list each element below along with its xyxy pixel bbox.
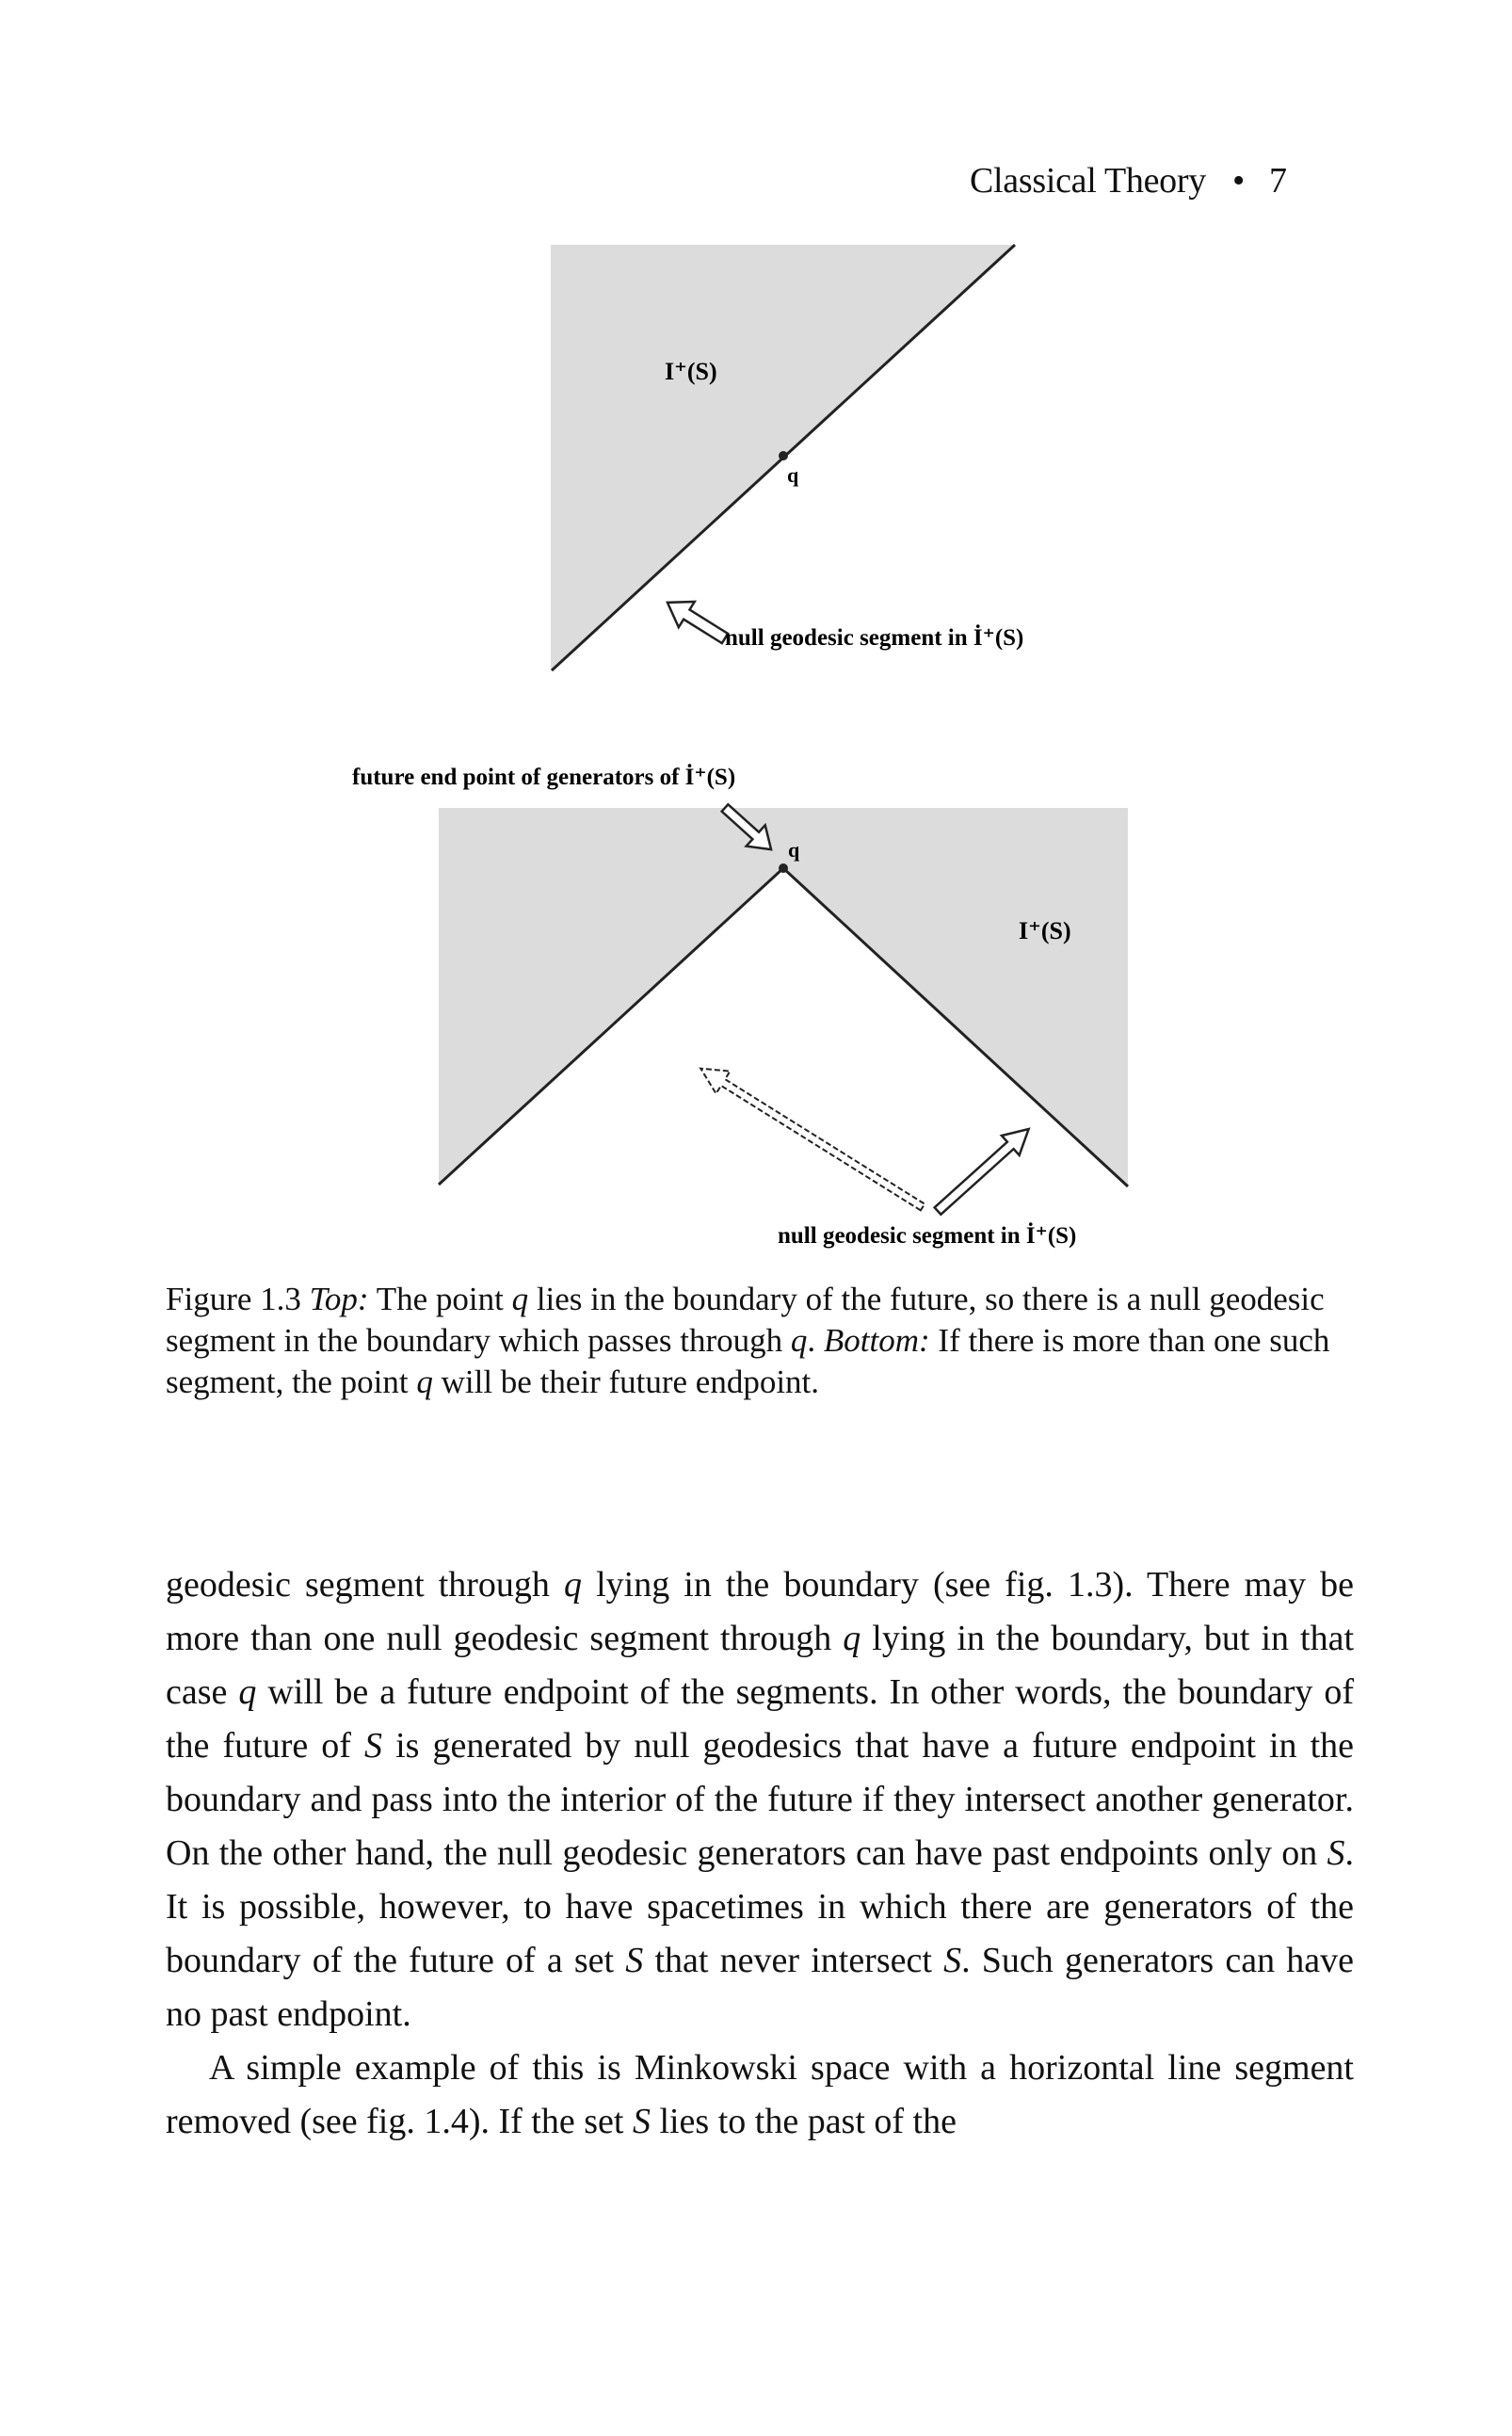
body-text (166, 1558, 1354, 2149)
arrow-left-generator (694, 1057, 930, 1218)
point-label-top: q (787, 463, 799, 487)
region-label-bottom: I⁺(S) (1019, 917, 1071, 944)
text-run: lies to the past of the (659, 2102, 957, 2141)
figure-top (551, 245, 1023, 670)
caption-top-text-2: lies in the boundary of the future, so there is a null geodesic segment in the boundary which passes through (166, 1281, 1325, 1359)
paragraph-2 (166, 2041, 1354, 2149)
math-q: q (843, 1619, 861, 1658)
region-label-top: I⁺(S) (665, 358, 717, 385)
point-q-top (779, 451, 788, 460)
page-number: 7 (1268, 161, 1287, 201)
caption-q: q (416, 1363, 433, 1400)
math-S: S (625, 1941, 644, 1980)
caption-q: q (790, 1322, 808, 1359)
math-S: S (943, 1941, 962, 1980)
running-title: Classical Theory (970, 161, 1206, 201)
figure-bottom (352, 764, 1128, 1249)
caption-bottom-text-2: will be their future endpoint. (441, 1363, 820, 1400)
caption-bottom-text: If there is more than one such segment, the point (166, 1322, 1330, 1400)
text-run: geodesic segment through (166, 1565, 550, 1605)
arrow-top (659, 589, 732, 651)
text-run: will be a future endpoint of the segments. In other words, the boundary of the future of (166, 1672, 1355, 1766)
point-q-bottom (779, 863, 788, 873)
arrow-right-generator (929, 1120, 1037, 1221)
text-run: is generated by null geodesics that have a future endpoint in the boundary and pass into the interior of the future if they intersect another generator. On the other hand, the null geodesic generators can have past endpoints only on (166, 1726, 1355, 1873)
caption-number: Figure 1.3 (166, 1281, 301, 1317)
math-S: S (364, 1726, 383, 1766)
math-q: q (564, 1565, 582, 1605)
text-run: lying in the boundary, but in that case (166, 1619, 1354, 1712)
text-run: A simple example of this is Minkowski space with a horizontal line segment removed (see fig. 1.4). If the set (166, 2048, 1354, 2141)
point-label-bottom: q (788, 838, 800, 862)
caption-q: q (511, 1281, 529, 1317)
caption-bottom-tag: Bottom: (823, 1322, 930, 1359)
arrow-label-bottom: null geodesic segment in İ⁺(S) (778, 1223, 1077, 1249)
text-run: . It is possible, however, to have spacetimes in which there are generators of the boundary of the future of a set (166, 1833, 1354, 1980)
text-run: . Such generators can have no past endpoint. (166, 1941, 1355, 2034)
endpoint-label: future end point of generators of İ⁺(S) (352, 765, 736, 790)
caption-top-tag: Top: (309, 1281, 369, 1317)
math-q: q (238, 1672, 257, 1712)
caption-top-text: The point (376, 1281, 504, 1317)
text-run: lying in the boundary (see fig. 1.3). There may be more than one null geodesic segment through (166, 1565, 1355, 1658)
math-S: S (632, 2102, 651, 2141)
caption-period: . (807, 1322, 816, 1359)
header-separator: • (1231, 161, 1245, 201)
text-run: that never intersect (654, 1941, 932, 1980)
caption-text (166, 1279, 1352, 1403)
paragraph-1 (166, 1558, 1354, 2041)
figure-caption (166, 1279, 1352, 1403)
math-S: S (1327, 1833, 1345, 1873)
arrow-label-top: null geodesic segment in İ⁺(S) (725, 625, 1024, 651)
